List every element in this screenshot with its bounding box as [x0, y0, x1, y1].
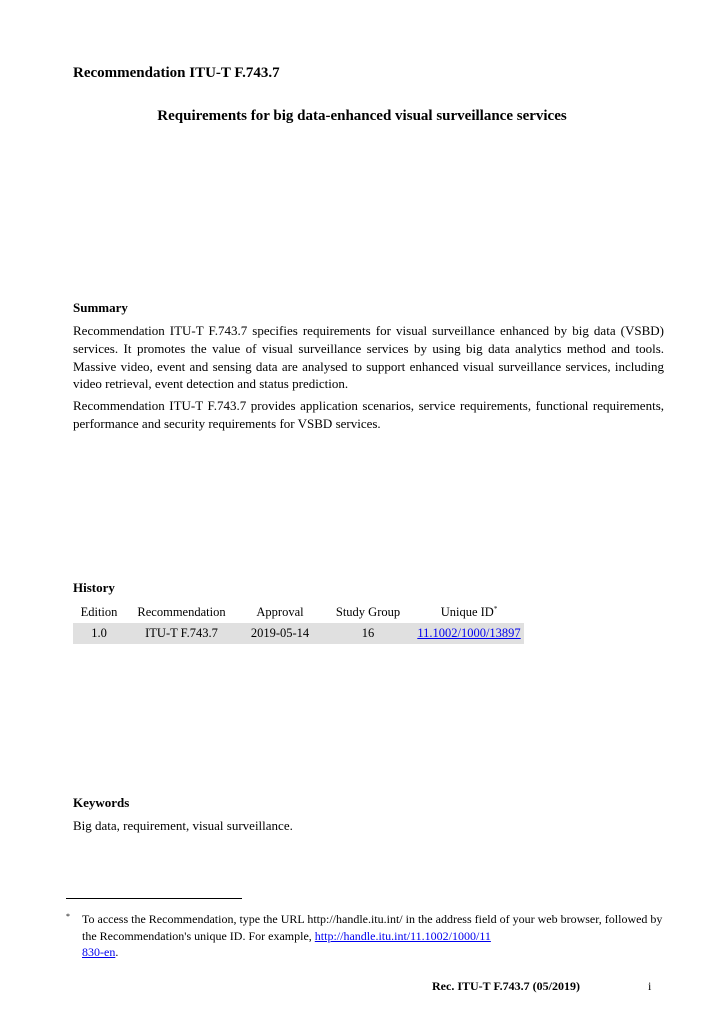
keywords-heading: Keywords [73, 795, 130, 810]
summary-paragraph-2: Recommendation ITU-T F.743.7 provides application scenarios, service requirements, functional requirements, performance and security requirements for VSBD services. [73, 398, 664, 431]
history-header-row [73, 602, 524, 623]
cell-recommendation: ITU-T F.743.7 [125, 623, 238, 644]
footnote-body [82, 911, 666, 961]
column-header-unique-id [414, 602, 524, 623]
footnote-example-link[interactable]: http://handle.itu.int/11.1002/1000/11 [314, 928, 491, 943]
footnote-example-link-continued[interactable]: 830-en [82, 945, 116, 959]
page-number: i [648, 979, 652, 993]
recommendation-number: Recommendation ITU-T F.743.7 [73, 65, 280, 81]
cell-unique-id [414, 623, 524, 644]
column-header-edition: Edition [80, 605, 118, 619]
column-header-approval: Approval [256, 605, 304, 619]
column-header-study-group: Study Group [335, 605, 401, 619]
history-heading: History [73, 580, 115, 595]
unique-id-header-label: Unique ID [440, 605, 494, 619]
footnote [66, 911, 666, 961]
footnote-end: . [115, 945, 119, 959]
document-title: Requirements for big data-enhanced visual surveillance services [157, 108, 567, 124]
summary-heading: Summary [73, 300, 128, 315]
footer-reference: Rec. ITU-T F.743.7 (05/2019) [432, 979, 580, 993]
column-header-recommendation: Recommendation [137, 605, 226, 619]
footnote-reference-mark: * [493, 604, 498, 613]
footnote-text: To access the Recommendation, type the URL http://handle.itu.int/ in the address field of your web browser, followed by the Recommendation's unique ID. For example, [82, 912, 663, 943]
cell-edition: 1.0 [73, 623, 125, 644]
history-table [73, 602, 524, 644]
footnote-divider [66, 898, 242, 899]
unique-id-link[interactable]: 11.1002/1000/13897 [417, 626, 521, 640]
keywords-text: Big data, requirement, visual surveillance. [73, 818, 293, 833]
summary-paragraph-1: Recommendation ITU-T F.743.7 specifies requirements for visual surveillance enhanced by big data (VSBD) services. It promotes the value of visual surveillance services by using big data analytics method and tools. Massive video, event and sensing data are analysed to support enhanced visual surveillance services, including video retrieval, event detection and status prediction. [73, 323, 664, 392]
table-row [73, 623, 524, 644]
footnote-mark: * [66, 912, 70, 921]
cell-approval: 2019-05-14 [238, 623, 322, 644]
cell-study-group: 16 [322, 623, 414, 644]
